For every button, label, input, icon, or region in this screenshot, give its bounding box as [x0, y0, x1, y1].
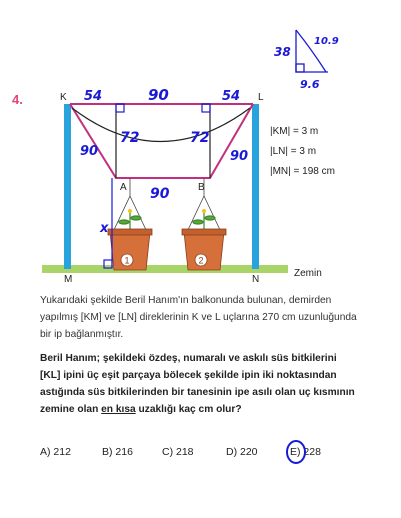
option-a[interactable]: A) 212: [40, 446, 71, 458]
pot-2-number: 2: [198, 255, 204, 266]
option-e[interactable]: E) 228: [290, 446, 321, 458]
hand-90-right: 90: [230, 149, 249, 164]
problem-paragraph-1: Yukarıdaki şekilde Beril Hanım'ın balkonunda bulunan, demirden yapılmış [KM] ve [LN] direklerinin K ve L uçlarına 270 cm uzunluğunda bir ip bağlanmıştır.: [40, 295, 357, 340]
paragraph-2-underlined: en kısa: [101, 404, 136, 415]
paragraph-2-end: uzaklığı kaç cm olur?: [135, 404, 242, 415]
hand-54-right: 54: [222, 89, 241, 104]
hand-x: x: [100, 221, 109, 236]
ground: [42, 265, 288, 273]
hand-tri-109: 10.9: [314, 36, 339, 47]
given-mn: |MN| = 198 cm: [270, 166, 335, 177]
pole-km: [64, 104, 71, 269]
option-b[interactable]: B) 216: [102, 446, 133, 458]
hand-tri-38: 38: [274, 45, 291, 59]
right-angle-left: [116, 104, 124, 112]
label-a: A: [120, 182, 127, 193]
circled-answer-mark: [284, 439, 308, 465]
question-number: 4.: [12, 92, 23, 107]
hand-90-left: 90: [80, 144, 99, 159]
label-ground: Zemin: [294, 268, 322, 279]
label-l: L: [258, 92, 264, 103]
paragraph-2-main: Beril Hanım; şekildeki özdeş, numaralı ve askılı süs bitkilerini [KL] ipini üç eşit parçaya bölecek şekilde ipin iki noktasından astığında süs bitkilerinden bir tanesinin ipe asılı olan uç kısmının zemine olan: [40, 353, 355, 415]
label-b: B: [198, 182, 205, 193]
hand-90-bottom: 90: [150, 186, 170, 202]
label-m: M: [64, 274, 73, 285]
option-c[interactable]: C) 218: [162, 446, 194, 458]
hand-72-left: 72: [120, 130, 140, 146]
pole-ln: [252, 104, 259, 269]
hand-72-right: 72: [190, 130, 210, 146]
hand-54-left: 54: [84, 89, 103, 104]
option-d[interactable]: D) 220: [226, 446, 258, 458]
right-angle-right: [202, 104, 210, 112]
pot-1-number: 1: [124, 255, 130, 266]
label-n: N: [252, 274, 260, 285]
hand-90-top: 90: [148, 86, 169, 104]
given-km: |KM| = 3 m: [270, 126, 319, 137]
hand-tri-96: 9.6: [300, 78, 320, 91]
label-k: K: [60, 92, 67, 103]
given-ln: |LN| = 3 m: [270, 146, 317, 157]
problem-paragraph-2: [40, 350, 358, 418]
hand-sag-curve: [72, 108, 250, 142]
